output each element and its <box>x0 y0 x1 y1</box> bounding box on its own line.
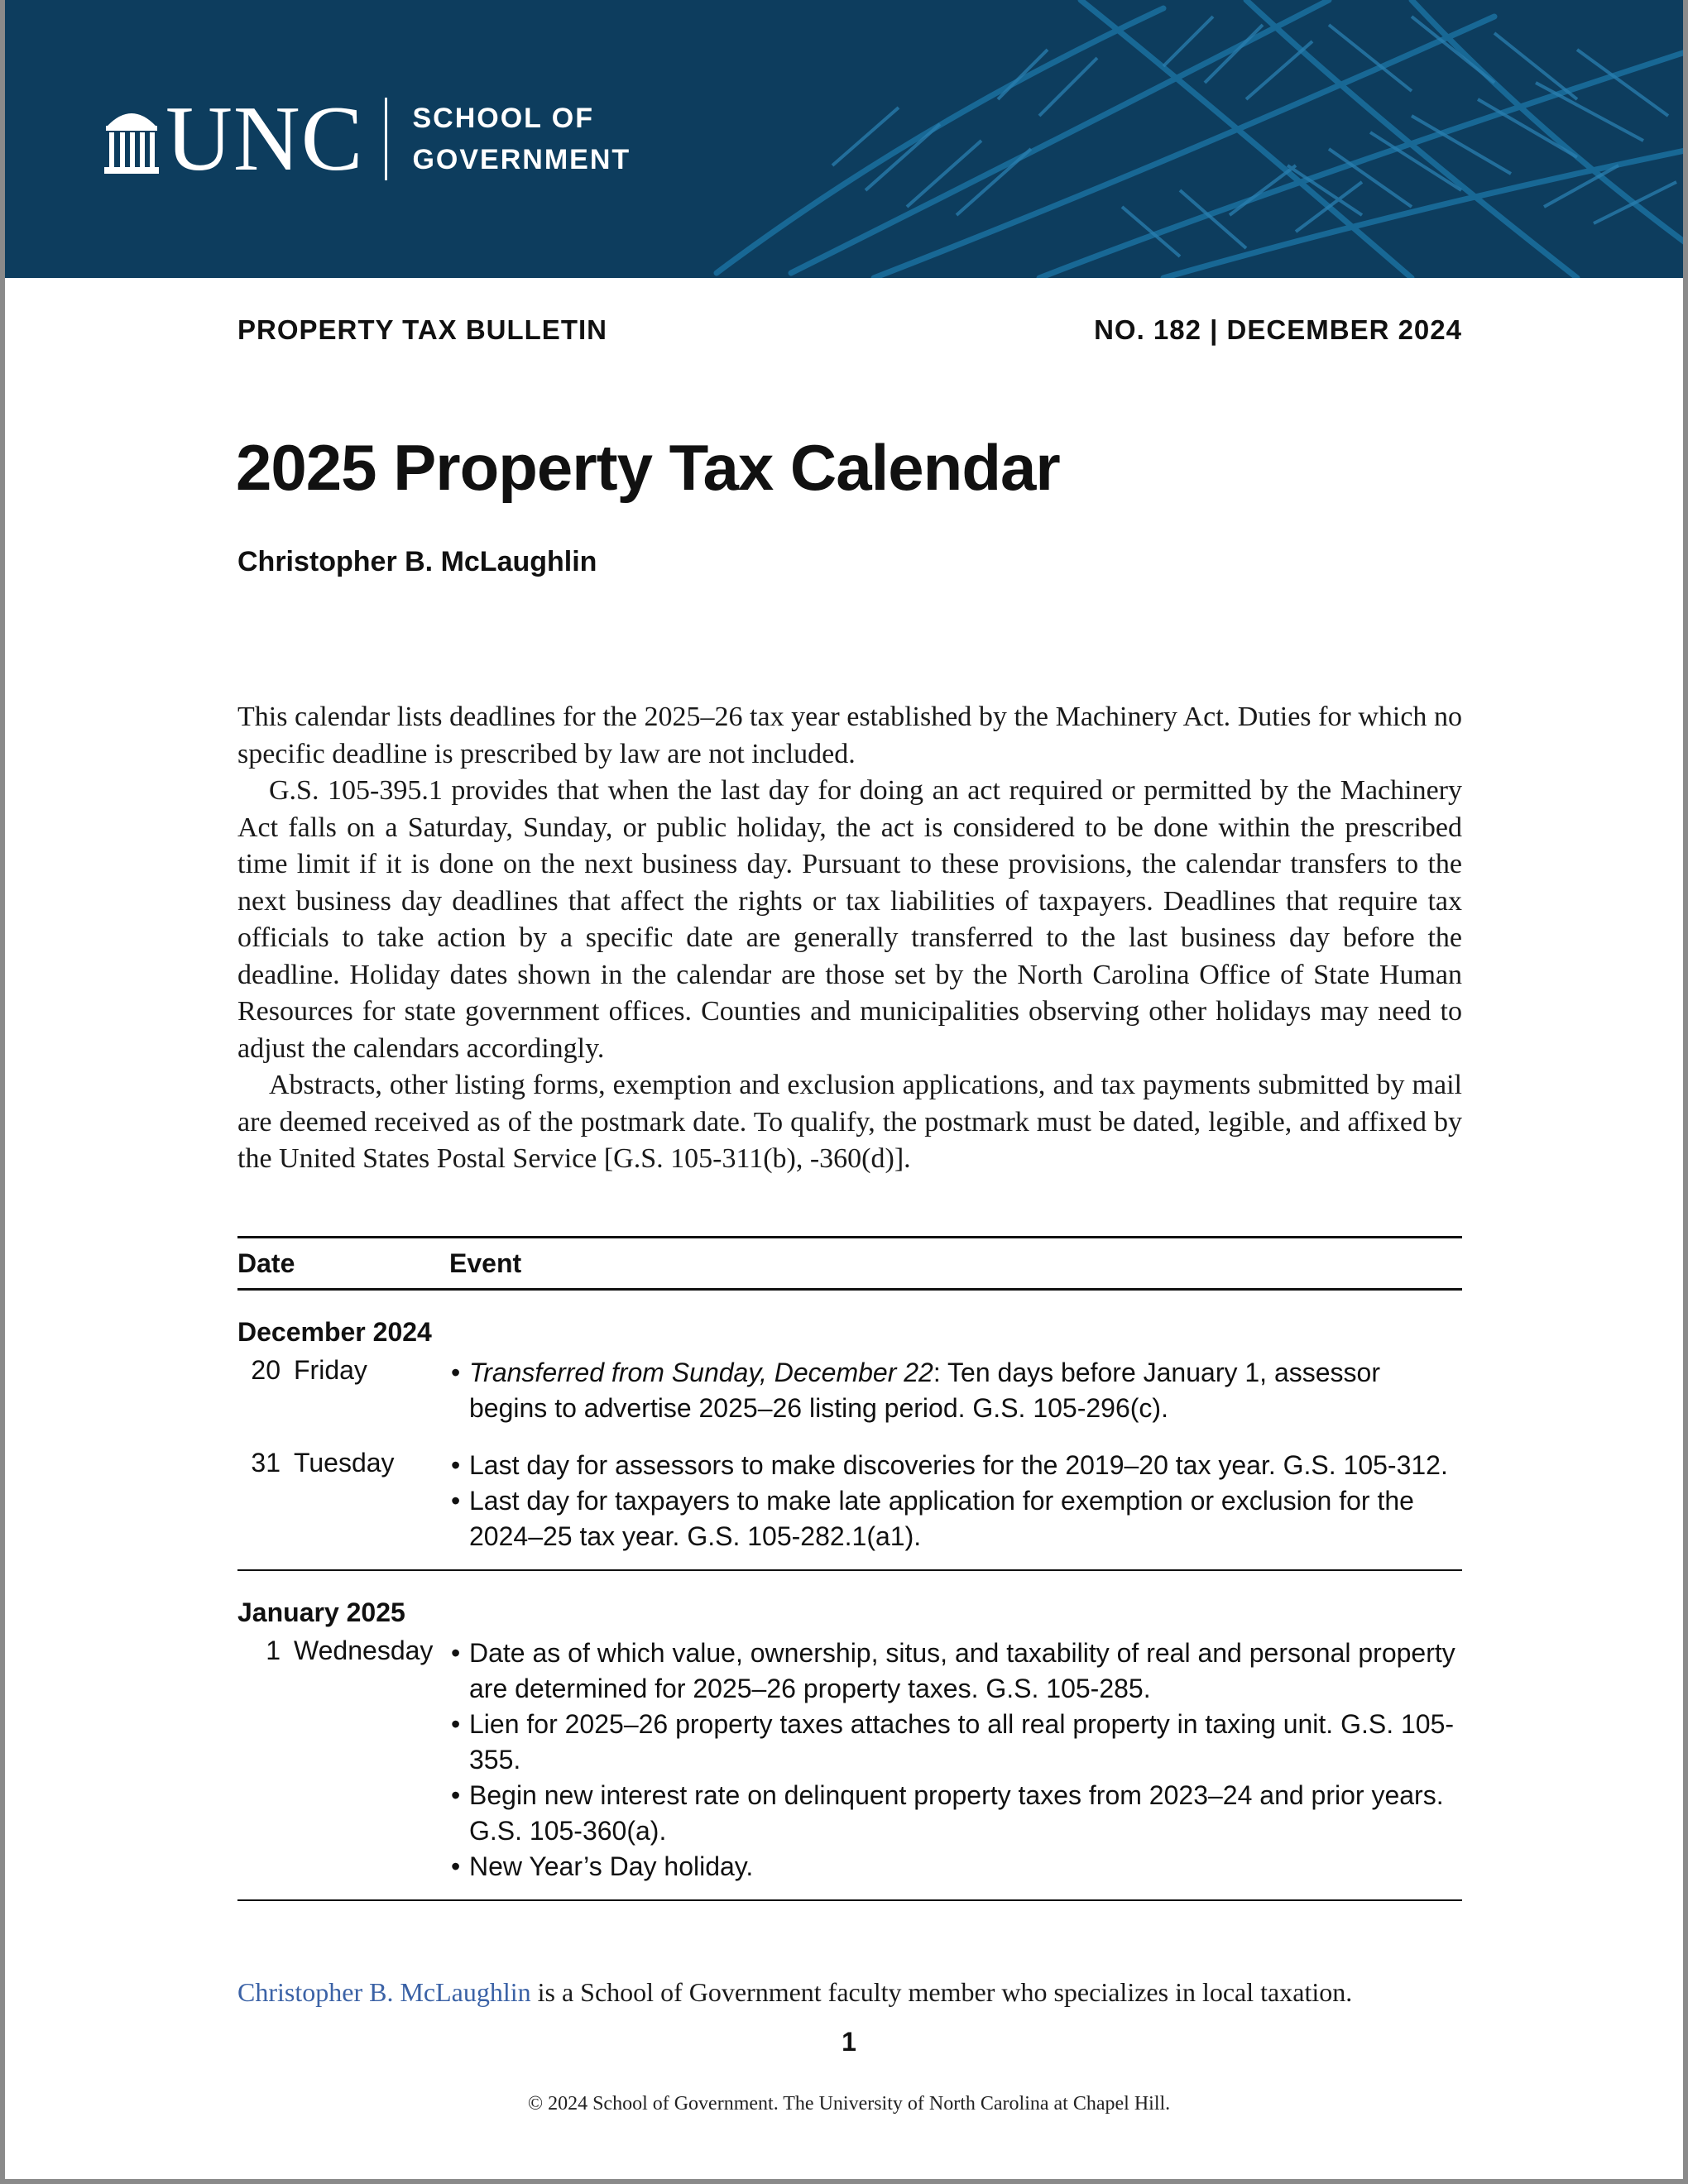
event-item: • Last day for taxpayers to make late application for exemption or exclusion for the 2024–25 tax year. G.S. 105-282.1(a1). <box>449 1483 1462 1554</box>
intro-paragraph: This calendar lists deadlines for the 2025–26 tax year established by the Machinery Act. Duties for which no specific deadline is prescribed by law are not included. <box>237 702 1462 769</box>
month-separator-rule <box>237 1569 1462 1571</box>
copyright-notice: © 2024 School of Government. The University of North Carolina at Chapel Hill. <box>527 2093 1171 2115</box>
bulletin-header <box>237 314 1462 346</box>
page-number: 1 <box>842 2027 856 2057</box>
event-item: • Begin new interest rate on delinquent property taxes from 2023–24 and prior years. G.S. 105-360(a). <box>449 1778 1462 1849</box>
calendar-table <box>237 1236 1462 1901</box>
intro-paragraph: Abstracts, other listing forms, exemption and exclusion applications, and tax payments submitted by mail are deemed received as of the postmark date. To qualify, the postmark must be dated, legible, and affixed by the United States Postal Service [G.S. 105-311(b), -360(d)]. <box>237 1070 1462 1174</box>
entry-day-number: 31 <box>251 1448 281 1478</box>
table-header-rule <box>237 1288 1462 1291</box>
intro-text <box>237 699 1462 1178</box>
month-heading: December 2024 <box>237 1317 432 1347</box>
table-bottom-rule <box>237 1899 1462 1901</box>
entry-events <box>449 1355 1462 1426</box>
event-text: : Ten days before January 1, assessor begins to advertise 2025–26 listing period. G.S. 105-296(c). <box>469 1358 1380 1423</box>
event-italic-prefix: Transferred from Sunday, December 22 <box>469 1358 933 1387</box>
header-banner <box>5 0 1688 278</box>
table-header <box>237 1238 1462 1288</box>
entry-day-number: 20 <box>251 1355 281 1385</box>
event-item: • Lien for 2025–26 property taxes attaches to all real property in taxing unit. G.S. 105-355. <box>449 1707 1462 1778</box>
logo-divider <box>385 98 387 180</box>
old-well-icon <box>103 101 161 177</box>
calendar-entry <box>237 1448 1462 1554</box>
unc-sog-logo <box>103 88 631 190</box>
intro-paragraph: G.S. 105-395.1 provides that when the last day for doing an act required or permitted by the Machinery Act falls on a Saturday, Sunday, or public holiday, the act is considered to be done within the prescribed time limit if it is done on the next business day. Pursuant to these provisions, the calendar transfers to the next business day deadlines that affect the rights or tax liabilities of taxpayers. Deadlines that require tax officials to take action by a specific date are generally transferred to the last business day before the deadline. Holiday dates shown in the calendar are those set by the North Carolina Office of State Human Resources for state government offices. Counties and municipalities observing other holidays may need to adjust the calendars accordingly. <box>237 775 1462 1064</box>
entry-events <box>449 1636 1462 1885</box>
author-name: Christopher B. McLaughlin <box>237 546 597 577</box>
entry-weekday: Friday <box>294 1355 367 1385</box>
calendar-entry <box>237 1636 1462 1885</box>
event-item: • Date as of which value, ownership, situs, and taxability of real and personal property are determined for 2025–26 property taxes. G.S. 105-285. <box>449 1636 1462 1707</box>
unc-wordmark: UNC <box>165 88 364 190</box>
bulletin-series: PROPERTY TAX BULLETIN <box>237 314 607 345</box>
entry-day-number: 1 <box>266 1636 281 1665</box>
event-item: • New Year’s Day holiday. <box>449 1849 1462 1885</box>
entry-weekday: Wednesday <box>294 1636 434 1665</box>
school-of-government-wordmark <box>412 98 631 180</box>
page-title: 2025 Property Tax Calendar <box>236 431 1060 504</box>
author-bio-text: is a School of Government faculty member who specializes in local taxation. <box>530 1977 1353 2007</box>
school-line-1: SCHOOL OF <box>412 103 594 134</box>
event-item: • Last day for assessors to make discoveries for the 2019–20 tax year. G.S. 105-312. <box>449 1448 1462 1483</box>
column-header-event: Event <box>449 1248 522 1278</box>
column-header-date: Date <box>237 1248 295 1278</box>
bulletin-issue: NO. 182 | DECEMBER 2024 <box>1094 314 1462 345</box>
school-line-2: GOVERNMENT <box>412 144 631 175</box>
event-item <box>449 1355 1462 1426</box>
entry-events <box>449 1448 1462 1554</box>
month-heading: January 2025 <box>237 1597 405 1627</box>
calendar-entry <box>237 1355 1462 1426</box>
author-bio <box>237 1977 1352 2008</box>
author-bio-link[interactable]: Christopher B. McLaughlin <box>237 1977 531 2007</box>
entry-weekday: Tuesday <box>294 1448 395 1478</box>
